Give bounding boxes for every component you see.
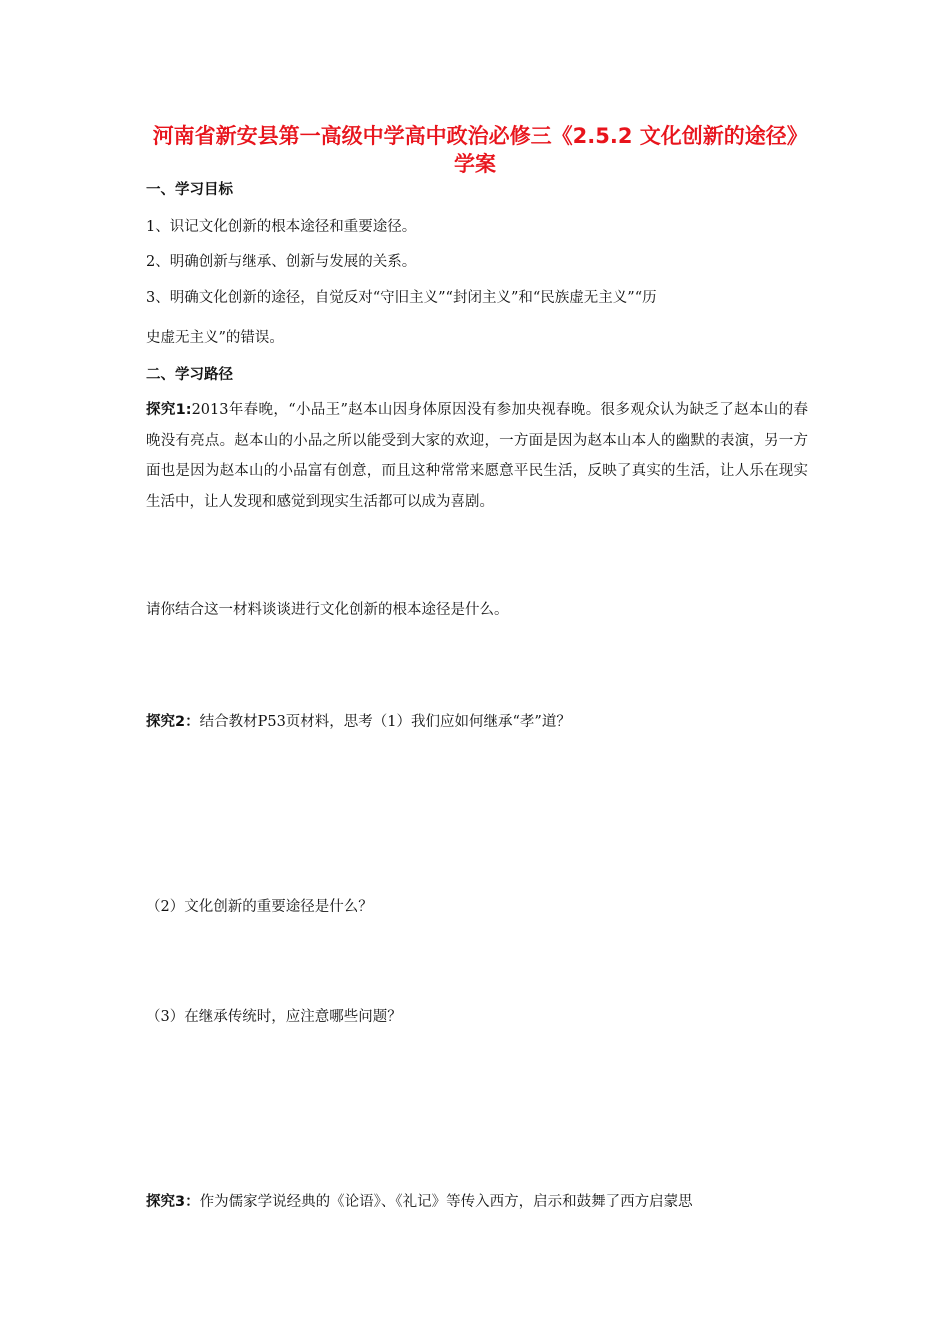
explore-1-paragraph [146, 395, 808, 518]
explore-2-label: 探究2： [146, 714, 200, 730]
explore-2-question-2: （2）文化创新的重要途径是什么？ [146, 899, 373, 915]
goal-item-3: 3、明确文化创新的途径，自觉反对“守旧主义”“封闭主义”和“民族虚无主义”“历 [146, 290, 657, 306]
goal-item-3-continued: 史虚无主义”的错误。 [146, 330, 284, 346]
explore-3-label: 探究3： [146, 1194, 200, 1210]
explore-1-question: 请你结合这一材料谈谈进行文化创新的根本途径是什么。 [146, 602, 509, 618]
explore-3-line [146, 1190, 693, 1211]
goal-item-1: 1、识记文化创新的根本途径和重要途径。 [146, 219, 417, 235]
explore-2-question-3: （3）在继承传统时，应注意哪些问题？ [146, 1009, 402, 1025]
section-heading-learning-path: 二、学习路径 [146, 367, 233, 383]
explore-2-text: 结合教材P53页材料，思考（1）我们应如何继承“孝”道？ [199, 714, 571, 730]
explore-1-text: 2013年春晚，“小品王”赵本山因身体原因没有参加央视春晚。很多观众认为缺乏了赵本山的春晚没有亮点。赵本山的小品之所以能受到大家的欢迎，一方面是因为赵本山本人的幽默的表演，另一方面也是因为赵本山的小品富有创意，而且这种常常来愿意平民生活，反映了真实的生活，让人乐在现实生活中，让人发现和感觉到现实生活都可以成为喜剧。 [146, 402, 808, 511]
explore-2-line [146, 710, 571, 731]
explore-1-label: 探究1: [146, 402, 192, 418]
explore-3-text: 作为儒家学说经典的《论语》、《礼记》等传入西方，启示和鼓舞了西方启蒙思 [199, 1194, 693, 1210]
goal-item-2: 2、明确创新与继承、创新与发展的关系。 [146, 254, 417, 270]
section-heading-learning-goals: 一、学习目标 [146, 182, 233, 198]
document-title: 河南省新安县第一高级中学高中政治必修三《2.5.2 文化创新的途径》学案 [152, 124, 798, 176]
